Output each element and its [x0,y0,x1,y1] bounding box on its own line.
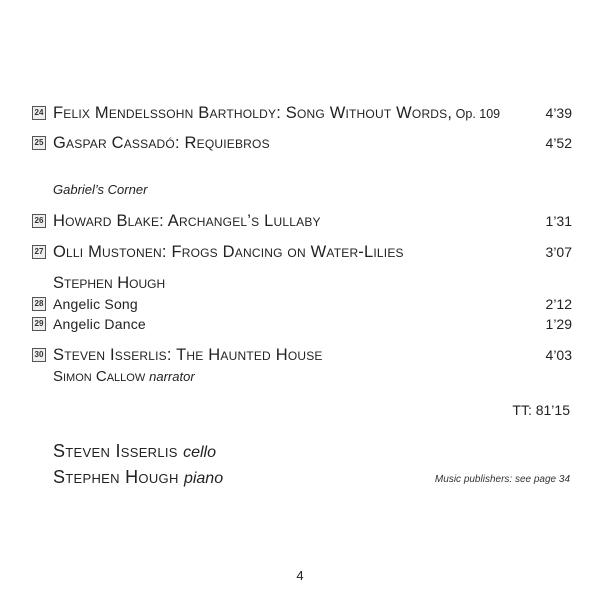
page-number: 4 [296,568,304,583]
track-30 [32,346,572,366]
track-number: 29 [32,317,46,331]
track-title: Steven Isserlis: The Haunted House [53,346,323,364]
track-duration: 4’52 [545,135,572,151]
section-heading: Gabriel’s Corner [53,182,148,197]
narrator-credit [53,368,195,385]
track-number: 30 [32,348,46,362]
track-number: 26 [32,214,46,228]
narrator-name: Simon Callow [53,368,146,385]
track-duration: 4’39 [545,105,572,121]
track-24 [32,104,572,124]
track-29 [32,316,572,334]
performer-name: Steven Isserlis [53,441,178,461]
performer-piano [53,467,223,488]
performer-role: cello [183,444,216,461]
track-25 [32,134,572,154]
track-title: Olli Mustonen: Frogs Dancing on Water-Lilies [53,243,404,261]
track-number: 25 [32,136,46,150]
track-title: Howard Blake: Archangel’s Lullaby [53,212,321,230]
track-duration: 3’07 [545,244,572,260]
track-number: 27 [32,245,46,259]
track-27 [32,243,572,263]
total-time: TT: 81’15 [512,402,570,418]
track-title: Angelic Song [53,296,138,312]
track-26 [32,212,572,232]
track-title: Gaspar Cassadó: Requiebros [53,134,270,152]
track-duration: 2’12 [545,296,572,312]
composer-heading: Stephen Hough [53,274,166,292]
track-title-text: Felix Mendelssohn Bartholdy: Song Without Words, [53,104,453,122]
performer-cello [53,441,216,462]
track-title [53,104,500,123]
track-duration: 4’03 [545,347,572,363]
track-28 [32,296,572,314]
performer-role: piano [183,470,224,487]
track-number: 24 [32,106,46,120]
performer-name: Stephen Hough [53,467,179,487]
track-number: 28 [32,297,46,311]
publishers-note: Music publishers: see page 34 [434,474,570,485]
track-duration: 1’29 [545,316,572,332]
narrator-role: narrator [149,369,195,384]
track-duration: 1’31 [545,213,572,229]
track-title: Angelic Dance [53,316,146,332]
track-opus: Op. 109 [452,107,501,121]
